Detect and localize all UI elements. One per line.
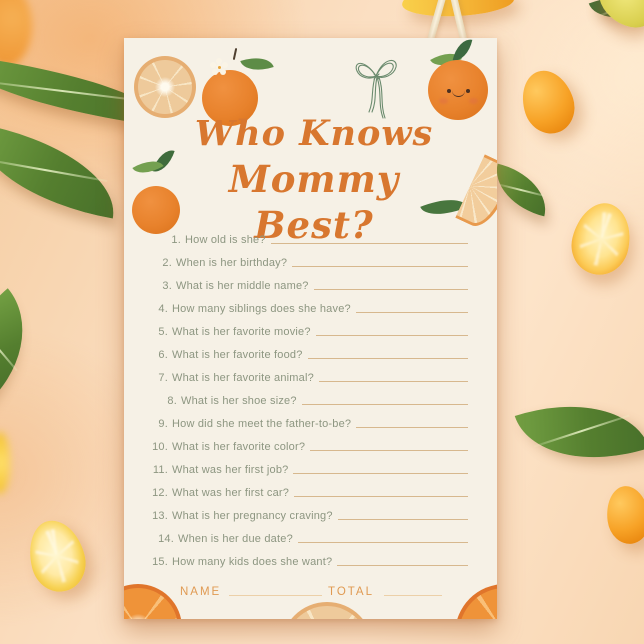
question-text: How old is she? <box>185 234 266 246</box>
question-row <box>148 533 468 545</box>
question-text: What is her middle name? <box>176 280 309 292</box>
question-text: What is her favorite food? <box>172 349 303 361</box>
question-number: 4. <box>158 303 168 315</box>
leaf-left-middle <box>0 288 56 407</box>
tangerine-stem <box>233 48 237 60</box>
question-number: 2. <box>162 257 172 269</box>
leaf-top-left-lower <box>0 124 125 219</box>
answer-line <box>356 427 468 428</box>
question-row <box>148 441 468 453</box>
question-text: How many siblings does she have? <box>172 303 351 315</box>
smiling-orange-right-cheek <box>469 98 478 104</box>
orange-body <box>132 186 180 234</box>
wedge-flesh <box>455 154 497 232</box>
question-number: 10. <box>152 441 168 453</box>
question-number: 9. <box>158 418 168 430</box>
answer-line <box>319 381 468 382</box>
orange-blossom-flower-icon <box>216 64 222 70</box>
smiling-orange-smile <box>452 89 465 97</box>
answer-line <box>337 565 468 566</box>
answer-line <box>314 289 468 290</box>
name-fill-line <box>229 595 322 596</box>
kumquat-right-lower <box>603 483 644 546</box>
question-text: What is her favorite movie? <box>172 326 311 338</box>
answer-line <box>356 312 468 313</box>
question-number: 12. <box>152 487 168 499</box>
question-row <box>148 395 468 407</box>
kumquat-right-upper <box>514 64 581 140</box>
title-line-1: Who Knows <box>194 113 434 154</box>
question-row <box>148 257 468 269</box>
baby-shower-game-card <box>124 38 497 619</box>
answer-line <box>338 519 468 520</box>
question-text: How did she meet the father-to-be? <box>172 418 352 430</box>
orange-slice-core <box>155 77 175 97</box>
question-number: 5. <box>158 326 168 338</box>
question-row <box>148 280 468 292</box>
question-row <box>148 464 468 476</box>
card-title <box>169 112 459 248</box>
smiling-orange-body <box>428 60 488 120</box>
question-text: What is her favorite color? <box>172 441 306 453</box>
question-row <box>148 556 468 568</box>
blurred-orange-top-left <box>0 0 32 66</box>
question-row <box>148 418 468 430</box>
smiling-orange-left-eye <box>447 89 451 93</box>
smiling-orange-right-eye <box>466 89 470 93</box>
question-row <box>148 372 468 384</box>
question-row <box>148 234 468 246</box>
smiling-orange-left-cheek <box>439 98 448 104</box>
total-label: TOTAL <box>328 586 374 598</box>
leaf-right-small <box>488 164 554 217</box>
question-row <box>148 326 468 338</box>
question-number: 1. <box>171 234 181 246</box>
question-number: 15. <box>152 556 168 568</box>
total-fill-line <box>384 595 442 596</box>
answer-line <box>294 496 468 497</box>
tangerine-leaf-icon <box>240 52 273 76</box>
question-number: 7. <box>158 372 168 384</box>
question-text: What is her pregnancy craving? <box>172 510 333 522</box>
answer-line <box>316 335 468 336</box>
leaf-right-large <box>515 380 644 485</box>
question-number: 6. <box>158 349 168 361</box>
orange-wedge-icon <box>428 146 497 226</box>
question-text: When is her birthday? <box>176 257 288 269</box>
orange-slice-bottom-left-icon <box>124 584 182 619</box>
orange-slice-icon <box>134 56 196 118</box>
question-number: 3. <box>162 280 172 292</box>
question-number: 11. <box>152 464 168 476</box>
answer-line <box>271 243 468 244</box>
title-line-2: Mommy Best? <box>228 156 400 247</box>
question-row <box>148 487 468 499</box>
question-text: When is her due date? <box>178 533 293 545</box>
answer-line <box>302 404 468 405</box>
answer-line <box>292 266 468 267</box>
answer-line <box>293 473 468 474</box>
answer-line <box>298 542 468 543</box>
question-text: What is her shoe size? <box>181 395 297 407</box>
answer-line <box>310 450 468 451</box>
blurred-fruit-left-edge <box>0 432 10 494</box>
orange-slice-bottom-center-icon <box>281 602 373 619</box>
questions-list <box>148 234 468 568</box>
question-row <box>148 303 468 315</box>
question-number: 14. <box>158 533 174 545</box>
question-number: 8. <box>167 395 177 407</box>
orange-with-leaves-icon <box>126 146 190 238</box>
card-footer <box>180 586 442 598</box>
answer-line <box>308 358 468 359</box>
question-row <box>148 510 468 522</box>
question-number: 13. <box>152 510 168 522</box>
question-text: What is her favorite animal? <box>172 372 314 384</box>
question-row <box>148 349 468 361</box>
question-text: What was her first car? <box>172 487 290 499</box>
question-text: How many kids does she want? <box>172 556 333 568</box>
slice-flesh <box>285 606 369 619</box>
cut-kumquat-bottom-left <box>22 515 92 598</box>
orange-slice-bottom-right-icon <box>455 584 497 619</box>
cut-kumquat-right <box>565 197 638 281</box>
ribbon-bow-icon <box>350 46 402 122</box>
question-text: What was her first job? <box>172 464 289 476</box>
slice-flesh <box>459 588 497 619</box>
name-label: NAME <box>180 586 222 598</box>
